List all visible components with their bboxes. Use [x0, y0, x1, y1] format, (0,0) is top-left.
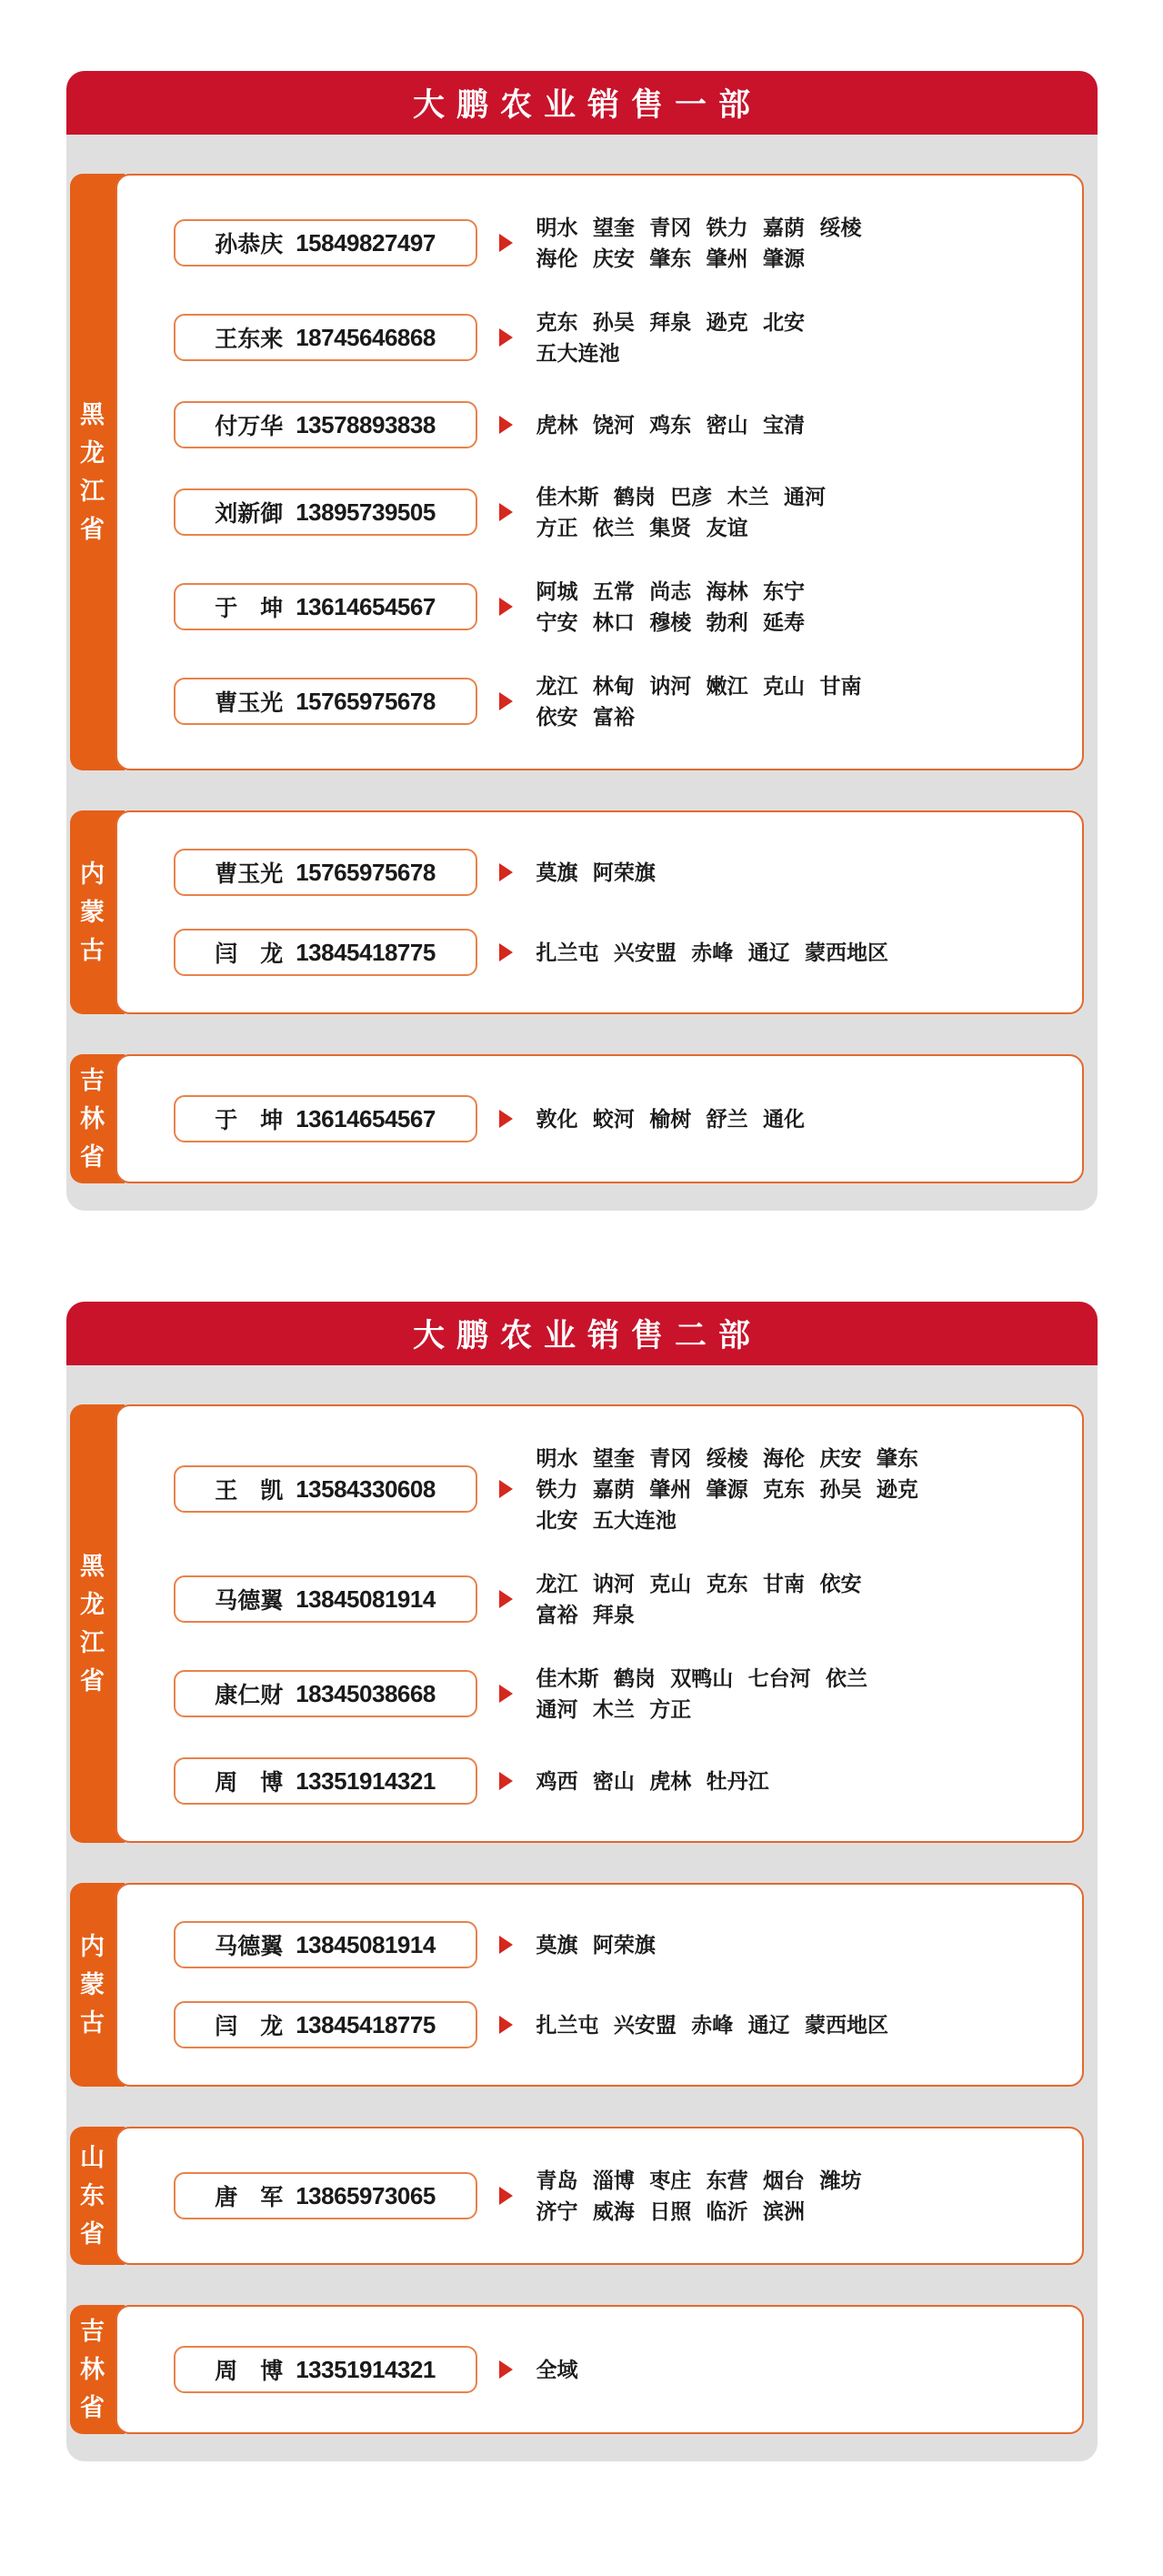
contact-name: 马德翼 [215, 1588, 284, 1614]
region-content [115, 2127, 1084, 2265]
area-line: 鸡西 密山 虎林 牡丹江 [536, 1769, 769, 1793]
contact-row [174, 1568, 1082, 1630]
region-label: 内蒙古 [80, 860, 105, 964]
contact-phone: 13845081914 [296, 1930, 436, 1958]
region-panel [80, 1054, 1084, 1183]
area-list [536, 2165, 1082, 2227]
area-list [536, 1103, 1082, 1134]
section-header [66, 1302, 1098, 1365]
card-body [66, 135, 1098, 1211]
contact-box [174, 2172, 477, 2219]
contact-phone: 13351914321 [296, 2355, 436, 2383]
arrow-icon [499, 2016, 513, 2034]
region-panel [80, 2305, 1084, 2434]
region-panel [80, 810, 1084, 1014]
contact-row [174, 1921, 1082, 1968]
section-header [66, 71, 1098, 135]
contact-row [174, 1663, 1082, 1725]
region-label: 吉林省 [80, 2318, 105, 2421]
contact-phone: 13614654567 [296, 1104, 436, 1132]
contact-phone: 18745646868 [296, 323, 436, 351]
contact-row [174, 2346, 1082, 2393]
arrow-icon [499, 416, 513, 434]
contact-name: 于 坤 [215, 596, 284, 621]
area-line: 阿城 五常 尚志 海林 东宁 [536, 579, 806, 603]
region-label: 山东省 [80, 2144, 105, 2248]
contact-row [174, 929, 1082, 976]
contact-name: 唐 军 [215, 2185, 284, 2210]
contact-box [174, 929, 477, 976]
area-list [536, 1766, 1082, 1796]
contact-phone: 13865973065 [296, 2181, 436, 2209]
area-list [536, 670, 1082, 732]
arrow-icon [499, 1685, 513, 1703]
region-label: 黑龙江省 [80, 1553, 105, 1695]
contact-box [174, 1465, 477, 1513]
area-line: 全域 [536, 2358, 578, 2381]
contact-phone: 13895739505 [296, 498, 436, 526]
area-line: 佳木斯 鹤岗 双鸭山 七台河 依兰 [536, 1666, 868, 1690]
arrow-icon [499, 503, 513, 521]
contact-name: 刘新御 [215, 501, 284, 527]
section-title: 大鹏农业销售一部 [412, 87, 762, 123]
region-content [115, 1404, 1084, 1843]
contact-phone: 13584330608 [296, 1474, 436, 1503]
area-line: 依安 富裕 [536, 705, 635, 729]
arrow-icon [499, 328, 513, 347]
region-content [115, 2305, 1084, 2434]
area-line: 明水 望奎 青冈 铁力 嘉荫 绥棱 [536, 216, 862, 239]
contact-box [174, 849, 477, 896]
arrow-icon [499, 1110, 513, 1128]
arrow-icon [499, 1590, 513, 1608]
region-panel [80, 174, 1084, 770]
area-list [536, 937, 1082, 968]
area-list [536, 212, 1082, 274]
area-list [536, 409, 1082, 440]
area-list [536, 1568, 1082, 1630]
arrow-icon [499, 863, 513, 881]
arrow-icon [499, 598, 513, 616]
area-list [536, 1443, 1082, 1535]
section-title: 大鹏农业销售二部 [412, 1318, 762, 1353]
arrow-icon [499, 1936, 513, 1954]
area-list [536, 1929, 1082, 1960]
contact-box [174, 2346, 477, 2393]
area-line: 铁力 嘉荫 肇州 肇源 克东 孙吴 逊克 [536, 1477, 918, 1501]
area-line: 扎兰屯 兴安盟 赤峰 通辽 蒙西地区 [536, 941, 889, 964]
area-line: 通河 木兰 方正 [536, 1697, 692, 1721]
contact-row [174, 1095, 1082, 1142]
area-line: 莫旗 阿荣旗 [536, 1933, 656, 1957]
contact-name: 周 博 [215, 2359, 284, 2384]
area-line: 济宁 威海 日照 临沂 滨洲 [536, 2199, 806, 2223]
region-content [115, 1054, 1084, 1183]
contact-name: 曹玉光 [215, 690, 284, 716]
contact-row [174, 2001, 1082, 2048]
contact-box [174, 2001, 477, 2048]
area-line: 青岛 淄博 枣庄 东营 烟台 潍坊 [536, 2168, 862, 2192]
region-content [115, 174, 1084, 770]
region-label: 吉林省 [80, 1067, 105, 1171]
contact-row [174, 307, 1082, 368]
area-line: 宁安 林口 穆棱 勃利 延寿 [536, 610, 806, 634]
area-line: 北安 五大连池 [536, 1508, 677, 1532]
contact-phone: 15765975678 [296, 687, 436, 715]
contact-phone: 13845081914 [296, 1585, 436, 1613]
contact-phone: 13614654567 [296, 592, 436, 620]
contact-box [174, 1921, 477, 1968]
arrow-icon [499, 2187, 513, 2205]
contact-box [174, 1095, 477, 1142]
contact-name: 闫 龙 [215, 2014, 284, 2039]
contact-phone: 13845418775 [296, 938, 436, 966]
contact-row [174, 576, 1082, 638]
arrow-icon [499, 943, 513, 961]
contact-name: 王 凯 [215, 1478, 284, 1504]
card-body [66, 1365, 1098, 2461]
region-label: 内蒙古 [80, 1933, 105, 2037]
area-list [536, 857, 1082, 888]
contact-row [174, 1443, 1082, 1535]
contact-box [174, 1757, 477, 1805]
area-line: 莫旗 阿荣旗 [536, 860, 656, 884]
contact-name: 于 坤 [215, 1108, 284, 1133]
sales-card [66, 71, 1098, 1211]
area-line: 富裕 拜泉 [536, 1603, 635, 1626]
contact-row [174, 401, 1082, 448]
region-panel [80, 1404, 1084, 1843]
area-line: 方正 依兰 集贤 友谊 [536, 516, 748, 539]
area-line: 龙江 林甸 讷河 嫩江 克山 甘南 [536, 674, 862, 698]
arrow-icon [499, 234, 513, 252]
contact-name: 康仁财 [215, 1683, 284, 1708]
area-line: 佳木斯 鹤岗 巴彦 木兰 通河 [536, 485, 827, 508]
contact-phone: 13578893838 [296, 410, 436, 438]
contact-name: 王东来 [215, 327, 284, 352]
area-line: 五大连池 [536, 341, 620, 365]
contact-phone: 15765975678 [296, 858, 436, 886]
contact-name: 付万华 [215, 414, 284, 439]
contact-phone: 13351914321 [296, 1766, 436, 1795]
contact-box [174, 219, 477, 267]
area-list [536, 576, 1082, 638]
region-label: 黑龙江省 [80, 401, 105, 543]
contact-phone: 13845418775 [296, 2010, 436, 2038]
area-line: 龙江 讷河 克山 克东 甘南 依安 [536, 1572, 862, 1595]
contact-phone: 18345038668 [296, 1679, 436, 1707]
contact-name: 周 博 [215, 1770, 284, 1796]
contact-box [174, 583, 477, 630]
contact-row [174, 670, 1082, 732]
area-list [536, 307, 1082, 368]
area-list [536, 2354, 1082, 2385]
area-list [536, 481, 1082, 543]
contact-phone: 15849827497 [296, 228, 436, 257]
contact-name: 曹玉光 [215, 861, 284, 887]
contact-name: 马德翼 [215, 1934, 284, 1959]
area-line: 扎兰屯 兴安盟 赤峰 通辽 蒙西地区 [536, 2013, 889, 2037]
area-line: 克东 孙吴 拜泉 逊克 北安 [536, 310, 806, 334]
sales-card [66, 1302, 1098, 2461]
contact-box [174, 1575, 477, 1623]
arrow-icon [499, 692, 513, 710]
region-panel [80, 1883, 1084, 2087]
contact-row [174, 212, 1082, 274]
arrow-icon [499, 1772, 513, 1790]
contact-box [174, 401, 477, 448]
area-list [536, 2009, 1082, 2040]
region-panel [80, 2127, 1084, 2265]
contact-name: 孙恭庆 [215, 232, 284, 257]
contact-box [174, 1670, 477, 1717]
contact-row [174, 481, 1082, 543]
region-content [115, 1883, 1084, 2087]
contact-row [174, 2165, 1082, 2227]
region-content [115, 810, 1084, 1014]
contact-box [174, 314, 477, 361]
contact-box [174, 488, 477, 536]
area-line: 虎林 饶河 鸡东 密山 宝清 [536, 413, 806, 437]
area-line: 敦化 蛟河 榆树 舒兰 通化 [536, 1107, 806, 1131]
arrow-icon [499, 1480, 513, 1498]
contact-name: 闫 龙 [215, 941, 284, 967]
contact-row [174, 1757, 1082, 1805]
contact-row [174, 849, 1082, 896]
area-line: 海伦 庆安 肇东 肇州 肇源 [536, 247, 806, 270]
arrow-icon [499, 2360, 513, 2379]
contact-box [174, 678, 477, 725]
area-list [536, 1663, 1082, 1725]
area-line: 明水 望奎 青冈 绥棱 海伦 庆安 肇东 [536, 1446, 918, 1470]
